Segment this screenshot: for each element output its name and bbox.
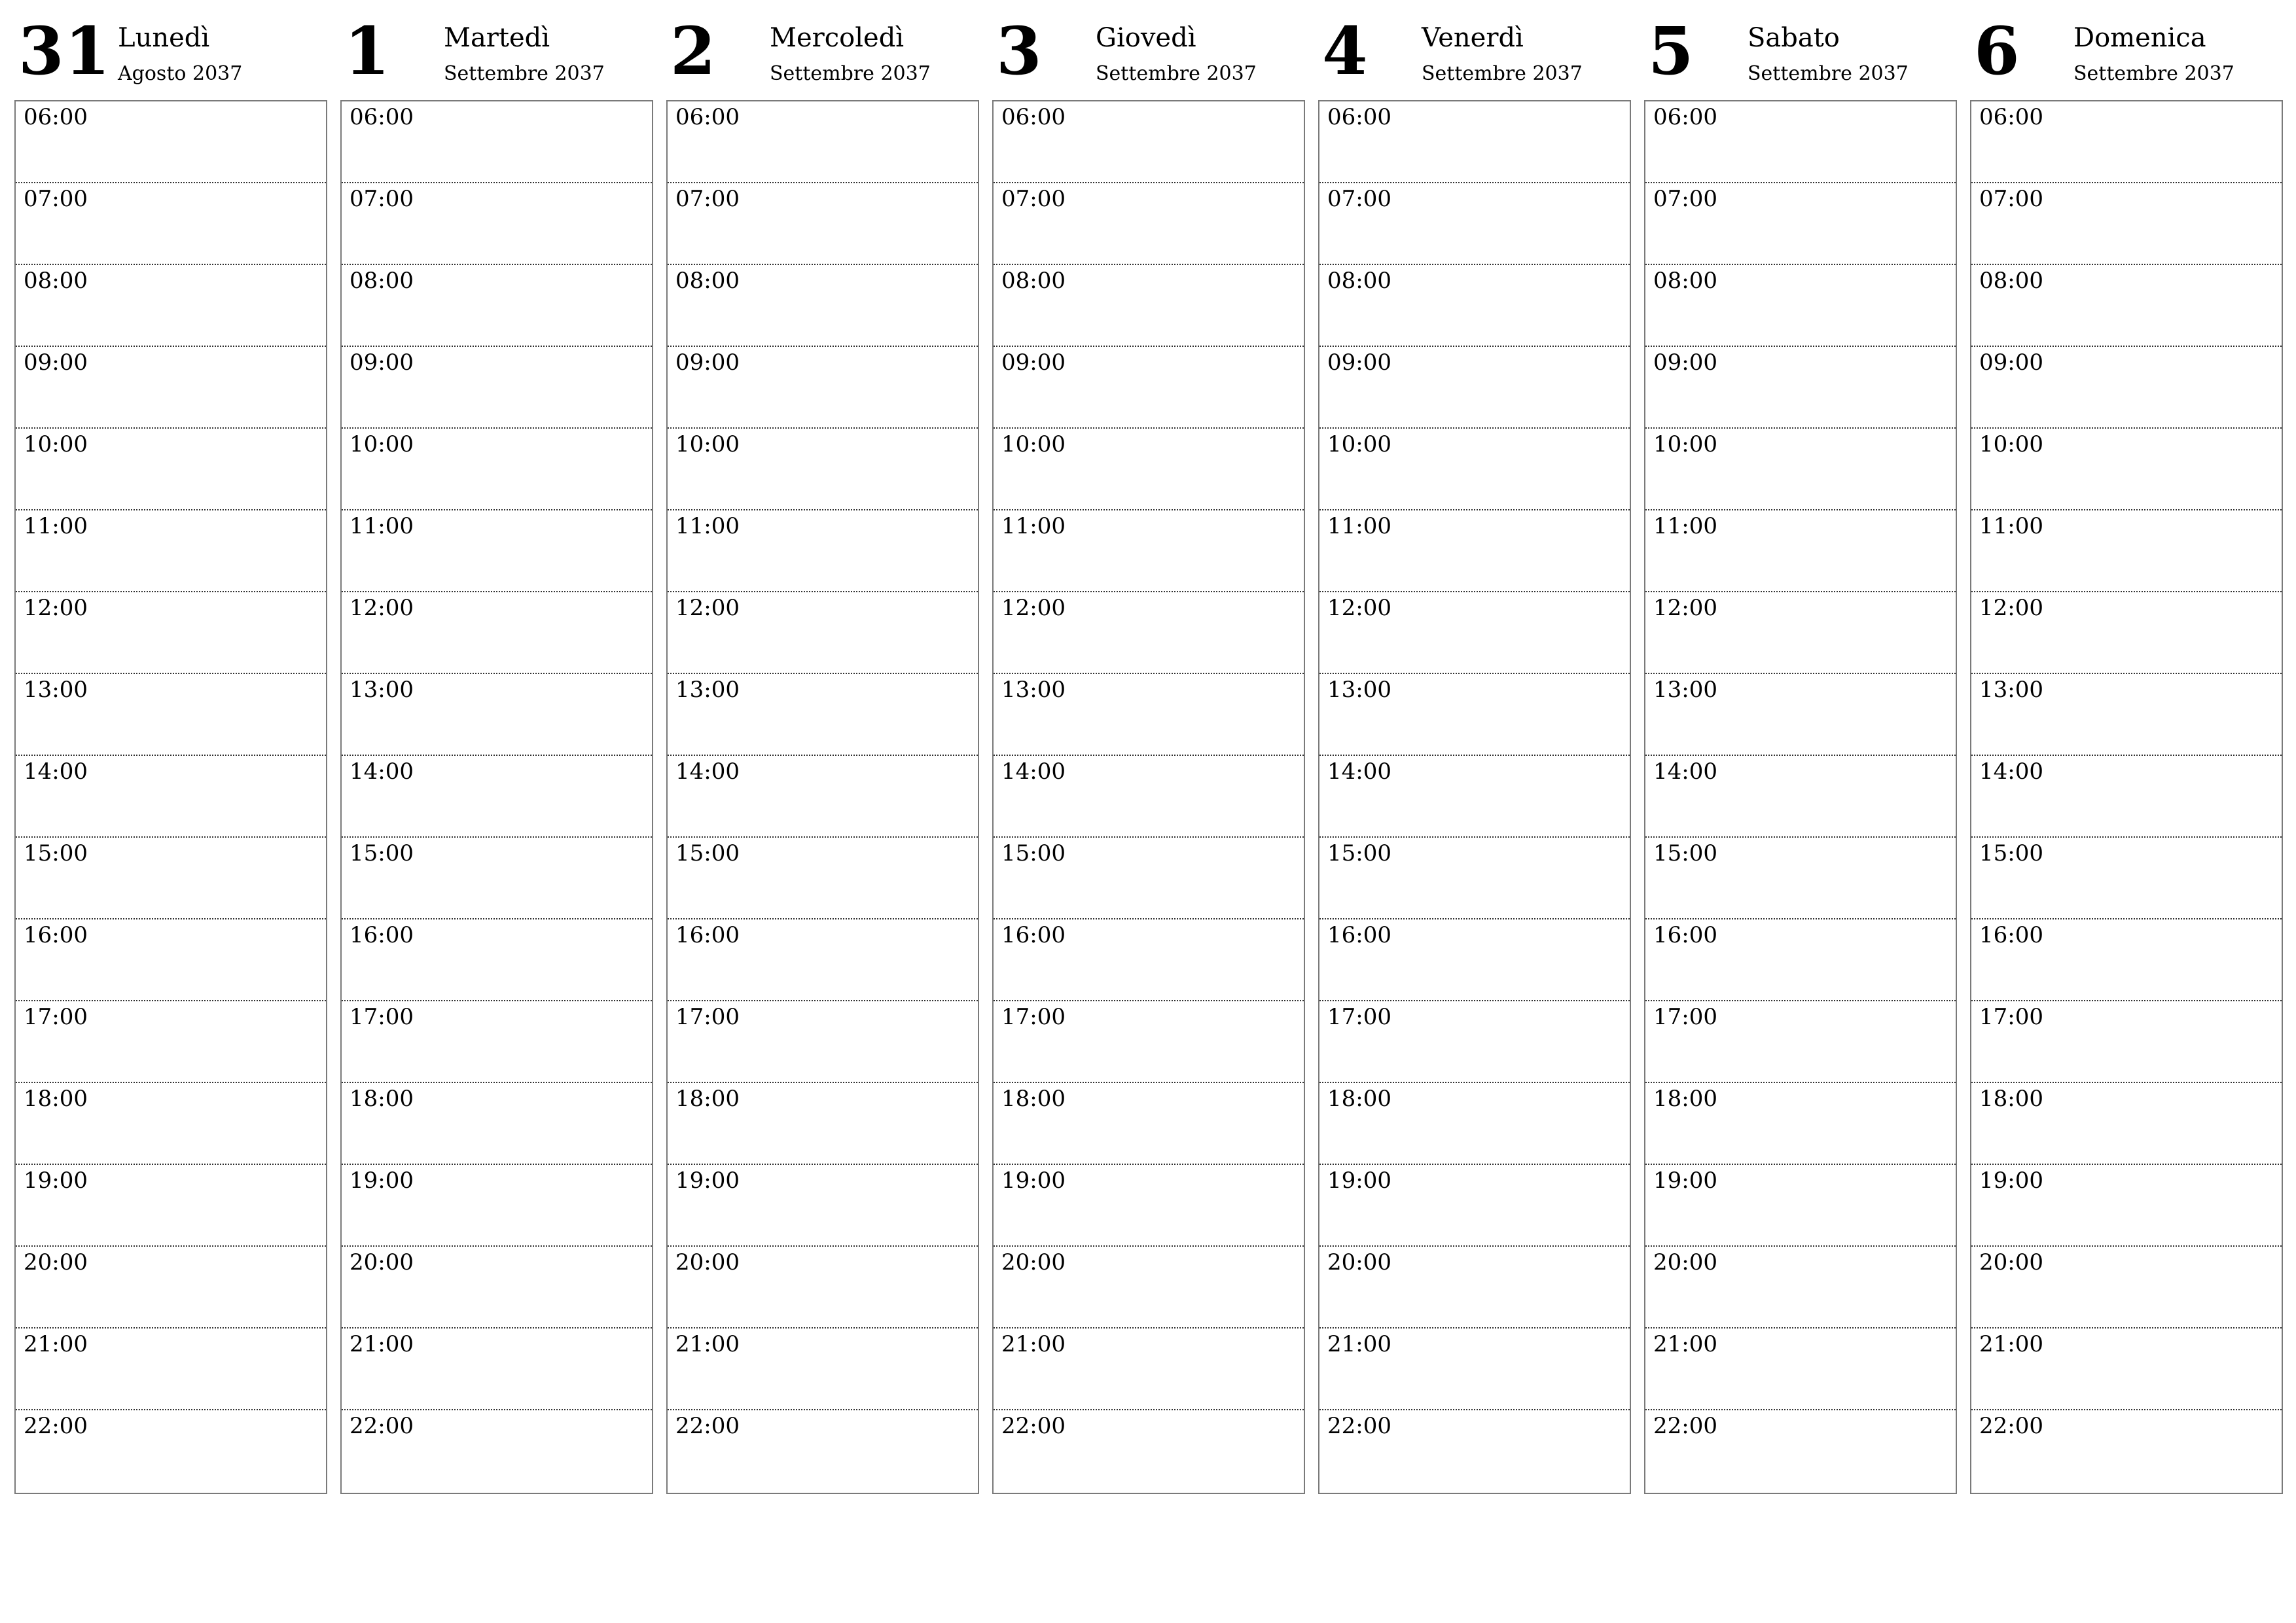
hour-label: 12:00 (1001, 595, 1066, 621)
hour-slot[interactable] (1971, 101, 2282, 183)
hour-label: 11:00 (675, 513, 740, 539)
hour-label: 16:00 (1001, 922, 1066, 948)
hour-slot[interactable] (994, 756, 1304, 838)
hour-slot[interactable] (1645, 347, 1956, 429)
day-column-0 (14, 0, 327, 1505)
hour-label: 19:00 (24, 1168, 88, 1194)
hour-slot[interactable] (1319, 265, 1630, 347)
day-column-6 (1970, 0, 2283, 1505)
hour-label: 15:00 (1979, 840, 2043, 866)
hour-label: 13:00 (350, 677, 414, 703)
hour-label: 06:00 (675, 104, 740, 130)
hour-slot[interactable] (994, 429, 1304, 510)
hour-label: 11:00 (350, 513, 414, 539)
hour-slot[interactable] (342, 1247, 652, 1329)
day-schedule-grid (666, 100, 979, 1494)
hour-label: 14:00 (1653, 758, 1717, 785)
hour-slot[interactable] (16, 265, 326, 347)
hour-label: 08:00 (350, 268, 414, 294)
hour-slot[interactable] (342, 1165, 652, 1247)
hour-slot[interactable] (668, 1247, 978, 1329)
hour-slot[interactable] (994, 265, 1304, 347)
hour-label: 18:00 (1327, 1086, 1391, 1112)
hour-label: 20:00 (24, 1249, 88, 1275)
hour-slot[interactable] (994, 1165, 1304, 1247)
hour-slot[interactable] (1971, 1001, 2282, 1083)
hour-slot[interactable] (1319, 1329, 1630, 1410)
hour-label: 10:00 (675, 431, 740, 457)
hour-slot[interactable] (342, 919, 652, 1001)
hour-slot[interactable] (994, 1247, 1304, 1329)
hour-slot[interactable] (16, 1165, 326, 1247)
hour-label: 12:00 (24, 595, 88, 621)
hour-slot[interactable] (16, 347, 326, 429)
hour-slot[interactable] (342, 1329, 652, 1410)
hour-slot[interactable] (1971, 674, 2282, 756)
hour-label: 20:00 (675, 1249, 740, 1275)
hour-slot[interactable] (668, 1001, 978, 1083)
day-schedule-grid (14, 100, 327, 1494)
hour-slot[interactable] (668, 756, 978, 838)
hour-slot[interactable] (1319, 674, 1630, 756)
hour-slot[interactable] (342, 838, 652, 919)
hour-slot[interactable] (1971, 347, 2282, 429)
hour-slot[interactable] (668, 510, 978, 592)
day-month-year: Settembre 2037 (444, 62, 605, 85)
day-number: 3 (996, 12, 1043, 90)
hour-slot[interactable] (1645, 1410, 1956, 1492)
hour-label: 06:00 (1327, 104, 1391, 130)
hour-label: 20:00 (1327, 1249, 1391, 1275)
hour-slot[interactable] (1645, 756, 1956, 838)
hour-slot[interactable] (16, 1410, 326, 1492)
hour-label: 22:00 (24, 1413, 88, 1439)
hour-label: 10:00 (24, 431, 88, 457)
hour-label: 14:00 (675, 758, 740, 785)
hour-slot[interactable] (16, 429, 326, 510)
hour-label: 19:00 (1001, 1168, 1066, 1194)
hour-label: 09:00 (24, 349, 88, 376)
day-schedule-grid (1318, 100, 1631, 1494)
weekly-planner (14, 0, 2283, 1505)
hour-slot[interactable] (1645, 1329, 1956, 1410)
hour-label: 07:00 (1979, 186, 2043, 212)
hour-slot[interactable] (1319, 838, 1630, 919)
hour-slot[interactable] (668, 101, 978, 183)
day-header (1970, 0, 2283, 98)
hour-slot[interactable] (1645, 592, 1956, 674)
hour-label: 19:00 (675, 1168, 740, 1194)
hour-slot[interactable] (668, 674, 978, 756)
hour-label: 11:00 (1979, 513, 2043, 539)
hour-slot[interactable] (1971, 510, 2282, 592)
hour-slot[interactable] (1645, 510, 1956, 592)
hour-slot[interactable] (342, 510, 652, 592)
hour-slot[interactable] (1971, 838, 2282, 919)
hour-slot[interactable] (668, 347, 978, 429)
day-number: 2 (670, 12, 717, 90)
hour-slot[interactable] (668, 838, 978, 919)
hour-slot[interactable] (342, 1001, 652, 1083)
day-name: Venerdì (1422, 23, 1524, 53)
hour-slot[interactable] (1319, 1001, 1630, 1083)
hour-slot[interactable] (668, 919, 978, 1001)
hour-slot[interactable] (1971, 756, 2282, 838)
hour-label: 11:00 (24, 513, 88, 539)
hour-label: 12:00 (675, 595, 740, 621)
hour-label: 15:00 (1001, 840, 1066, 866)
day-number: 1 (344, 12, 391, 90)
hour-label: 17:00 (1327, 1004, 1391, 1030)
hour-label: 20:00 (350, 1249, 414, 1275)
hour-slot[interactable] (1645, 1001, 1956, 1083)
day-header (992, 0, 1305, 98)
hour-label: 14:00 (1001, 758, 1066, 785)
hour-label: 13:00 (675, 677, 740, 703)
hour-slot[interactable] (342, 101, 652, 183)
hour-label: 13:00 (24, 677, 88, 703)
day-number: 4 (1322, 12, 1369, 90)
day-header (14, 0, 327, 98)
hour-slot[interactable] (1971, 183, 2282, 265)
hour-slot[interactable] (1645, 674, 1956, 756)
hour-label: 09:00 (1653, 349, 1717, 376)
hour-slot[interactable] (16, 101, 326, 183)
hour-label: 14:00 (24, 758, 88, 785)
hour-label: 18:00 (1001, 1086, 1066, 1112)
hour-label: 06:00 (1653, 104, 1717, 130)
hour-slot[interactable] (16, 510, 326, 592)
hour-label: 07:00 (24, 186, 88, 212)
hour-label: 09:00 (350, 349, 414, 376)
hour-label: 21:00 (1327, 1331, 1391, 1357)
hour-slot[interactable] (1645, 919, 1956, 1001)
day-column-2 (666, 0, 979, 1505)
hour-slot[interactable] (1319, 1410, 1630, 1492)
hour-label: 17:00 (675, 1004, 740, 1030)
hour-slot[interactable] (668, 183, 978, 265)
hour-label: 09:00 (675, 349, 740, 376)
hour-slot[interactable] (994, 1329, 1304, 1410)
hour-label: 10:00 (1327, 431, 1391, 457)
day-column-3 (992, 0, 1305, 1505)
hour-label: 19:00 (350, 1168, 414, 1194)
day-schedule-grid (340, 100, 653, 1494)
hour-label: 07:00 (350, 186, 414, 212)
day-name: Giovedì (1096, 23, 1196, 53)
day-column-5 (1644, 0, 1957, 1505)
hour-label: 22:00 (675, 1413, 740, 1439)
hour-label: 08:00 (1979, 268, 2043, 294)
hour-slot[interactable] (1645, 101, 1956, 183)
hour-label: 11:00 (1327, 513, 1391, 539)
hour-slot[interactable] (342, 183, 652, 265)
hour-slot[interactable] (1645, 183, 1956, 265)
hour-slot[interactable] (1319, 592, 1630, 674)
hour-label: 17:00 (1001, 1004, 1066, 1030)
hour-label: 22:00 (1979, 1413, 2043, 1439)
day-schedule-grid (1970, 100, 2283, 1494)
hour-slot[interactable] (1319, 1247, 1630, 1329)
hour-slot[interactable] (16, 1083, 326, 1165)
hour-label: 07:00 (675, 186, 740, 212)
hour-slot[interactable] (1319, 919, 1630, 1001)
hour-slot[interactable] (1645, 838, 1956, 919)
hour-label: 11:00 (1001, 513, 1066, 539)
hour-label: 18:00 (1653, 1086, 1717, 1112)
hour-slot[interactable] (1645, 1247, 1956, 1329)
hour-label: 18:00 (24, 1086, 88, 1112)
hour-slot[interactable] (1971, 592, 2282, 674)
hour-label: 20:00 (1979, 1249, 2043, 1275)
hour-slot[interactable] (1319, 429, 1630, 510)
hour-label: 10:00 (350, 431, 414, 457)
hour-label: 13:00 (1001, 677, 1066, 703)
hour-slot[interactable] (668, 1165, 978, 1247)
hour-label: 16:00 (24, 922, 88, 948)
hour-label: 15:00 (350, 840, 414, 866)
hour-slot[interactable] (16, 919, 326, 1001)
hour-slot[interactable] (668, 429, 978, 510)
hour-label: 16:00 (1653, 922, 1717, 948)
hour-slot[interactable] (1645, 1165, 1956, 1247)
hour-label: 07:00 (1327, 186, 1391, 212)
day-month-year: Settembre 2037 (1096, 62, 1257, 85)
day-header (1644, 0, 1957, 98)
hour-label: 13:00 (1653, 677, 1717, 703)
day-name: Sabato (1748, 23, 1840, 53)
hour-label: 18:00 (675, 1086, 740, 1112)
hour-label: 19:00 (1653, 1168, 1717, 1194)
hour-slot[interactable] (1645, 265, 1956, 347)
hour-slot[interactable] (668, 592, 978, 674)
hour-slot[interactable] (342, 1083, 652, 1165)
hour-label: 21:00 (24, 1331, 88, 1357)
hour-label: 19:00 (1327, 1168, 1391, 1194)
day-number: 6 (1974, 12, 2020, 90)
hour-label: 06:00 (350, 104, 414, 130)
hour-label: 11:00 (1653, 513, 1717, 539)
hour-slot[interactable] (1971, 1165, 2282, 1247)
hour-slot[interactable] (1645, 1083, 1956, 1165)
hour-slot[interactable] (994, 592, 1304, 674)
hour-slot[interactable] (1971, 265, 2282, 347)
hour-label: 06:00 (1979, 104, 2043, 130)
hour-label: 08:00 (1653, 268, 1717, 294)
hour-slot[interactable] (1971, 429, 2282, 510)
hour-label: 09:00 (1001, 349, 1066, 376)
hour-label: 20:00 (1653, 1249, 1717, 1275)
hour-label: 22:00 (1327, 1413, 1391, 1439)
day-header (666, 0, 979, 98)
hour-label: 06:00 (1001, 104, 1066, 130)
hour-label: 18:00 (1979, 1086, 2043, 1112)
hour-slot[interactable] (994, 674, 1304, 756)
hour-label: 21:00 (1653, 1331, 1717, 1357)
day-name: Domenica (2073, 23, 2206, 53)
hour-label: 08:00 (1327, 268, 1391, 294)
hour-label: 22:00 (1653, 1413, 1717, 1439)
hour-label: 19:00 (1979, 1168, 2043, 1194)
hour-label: 16:00 (1979, 922, 2043, 948)
day-header (340, 0, 653, 98)
hour-label: 14:00 (1327, 758, 1391, 785)
hour-label: 09:00 (1979, 349, 2043, 376)
hour-label: 15:00 (24, 840, 88, 866)
day-column-1 (340, 0, 653, 1505)
hour-slot[interactable] (668, 1083, 978, 1165)
day-month-year: Settembre 2037 (2073, 62, 2234, 85)
hour-label: 12:00 (350, 595, 414, 621)
hour-slot[interactable] (1319, 101, 1630, 183)
hour-label: 10:00 (1653, 431, 1717, 457)
hour-slot[interactable] (1319, 347, 1630, 429)
hour-slot[interactable] (342, 1410, 652, 1492)
day-schedule-grid (1644, 100, 1957, 1494)
hour-label: 14:00 (350, 758, 414, 785)
hour-slot[interactable] (1645, 429, 1956, 510)
hour-label: 17:00 (1653, 1004, 1717, 1030)
hour-label: 16:00 (675, 922, 740, 948)
hour-slot[interactable] (994, 1001, 1304, 1083)
hour-label: 17:00 (1979, 1004, 2043, 1030)
hour-label: 07:00 (1001, 186, 1066, 212)
hour-label: 10:00 (1979, 431, 2043, 457)
day-month-year: Settembre 2037 (1422, 62, 1583, 85)
hour-slot[interactable] (1319, 1083, 1630, 1165)
hour-label: 12:00 (1327, 595, 1391, 621)
hour-slot[interactable] (668, 265, 978, 347)
hour-label: 12:00 (1979, 595, 2043, 621)
hour-label: 21:00 (1001, 1331, 1066, 1357)
hour-label: 16:00 (1327, 922, 1391, 948)
hour-label: 21:00 (350, 1331, 414, 1357)
hour-slot[interactable] (342, 265, 652, 347)
hour-slot[interactable] (1971, 1329, 2282, 1410)
hour-label: 13:00 (1979, 677, 2043, 703)
day-number: 5 (1648, 12, 1695, 90)
hour-label: 13:00 (1327, 677, 1391, 703)
hour-slot[interactable] (342, 429, 652, 510)
day-month-year: Settembre 2037 (1748, 62, 1909, 85)
day-header (1318, 0, 1631, 98)
hour-slot[interactable] (342, 756, 652, 838)
hour-slot[interactable] (668, 1410, 978, 1492)
hour-slot[interactable] (1319, 756, 1630, 838)
hour-label: 12:00 (1653, 595, 1717, 621)
hour-slot[interactable] (994, 1410, 1304, 1492)
hour-slot[interactable] (668, 1329, 978, 1410)
hour-slot[interactable] (16, 1247, 326, 1329)
hour-slot[interactable] (342, 347, 652, 429)
hour-slot[interactable] (16, 674, 326, 756)
hour-label: 15:00 (675, 840, 740, 866)
hour-slot[interactable] (994, 101, 1304, 183)
hour-label: 08:00 (675, 268, 740, 294)
hour-slot[interactable] (16, 756, 326, 838)
hour-slot[interactable] (16, 1329, 326, 1410)
hour-label: 10:00 (1001, 431, 1066, 457)
hour-slot[interactable] (1319, 510, 1630, 592)
hour-label: 08:00 (24, 268, 88, 294)
day-column-4 (1318, 0, 1631, 1505)
day-number: 31 (18, 12, 111, 90)
hour-label: 08:00 (1001, 268, 1066, 294)
hour-slot[interactable] (994, 838, 1304, 919)
day-name: Mercoledì (770, 23, 905, 53)
hour-slot[interactable] (342, 674, 652, 756)
hour-label: 09:00 (1327, 349, 1391, 376)
hour-label: 20:00 (1001, 1249, 1066, 1275)
hour-slot[interactable] (994, 919, 1304, 1001)
day-month-year: Agosto 2037 (118, 62, 243, 85)
hour-slot[interactable] (994, 510, 1304, 592)
hour-label: 21:00 (675, 1331, 740, 1357)
hour-slot[interactable] (1971, 919, 2282, 1001)
hour-label: 15:00 (1653, 840, 1717, 866)
hour-slot[interactable] (1319, 183, 1630, 265)
hour-slot[interactable] (16, 838, 326, 919)
hour-label: 06:00 (24, 104, 88, 130)
day-name: Lunedì (118, 23, 210, 53)
hour-label: 14:00 (1979, 758, 2043, 785)
hour-slot[interactable] (342, 592, 652, 674)
hour-label: 22:00 (350, 1413, 414, 1439)
hour-slot[interactable] (16, 183, 326, 265)
hour-slot[interactable] (16, 592, 326, 674)
day-name: Martedì (444, 23, 550, 53)
hour-slot[interactable] (1971, 1083, 2282, 1165)
hour-slot[interactable] (994, 183, 1304, 265)
hour-label: 07:00 (1653, 186, 1717, 212)
hour-slot[interactable] (1971, 1410, 2282, 1492)
hour-label: 17:00 (350, 1004, 414, 1030)
hour-slot[interactable] (994, 1083, 1304, 1165)
hour-label: 16:00 (350, 922, 414, 948)
day-schedule-grid (992, 100, 1305, 1494)
day-month-year: Settembre 2037 (770, 62, 931, 85)
hour-label: 22:00 (1001, 1413, 1066, 1439)
hour-slot[interactable] (16, 1001, 326, 1083)
hour-label: 21:00 (1979, 1331, 2043, 1357)
hour-slot[interactable] (1971, 1247, 2282, 1329)
hour-label: 18:00 (350, 1086, 414, 1112)
hour-slot[interactable] (1319, 1165, 1630, 1247)
hour-label: 15:00 (1327, 840, 1391, 866)
hour-label: 17:00 (24, 1004, 88, 1030)
hour-slot[interactable] (994, 347, 1304, 429)
